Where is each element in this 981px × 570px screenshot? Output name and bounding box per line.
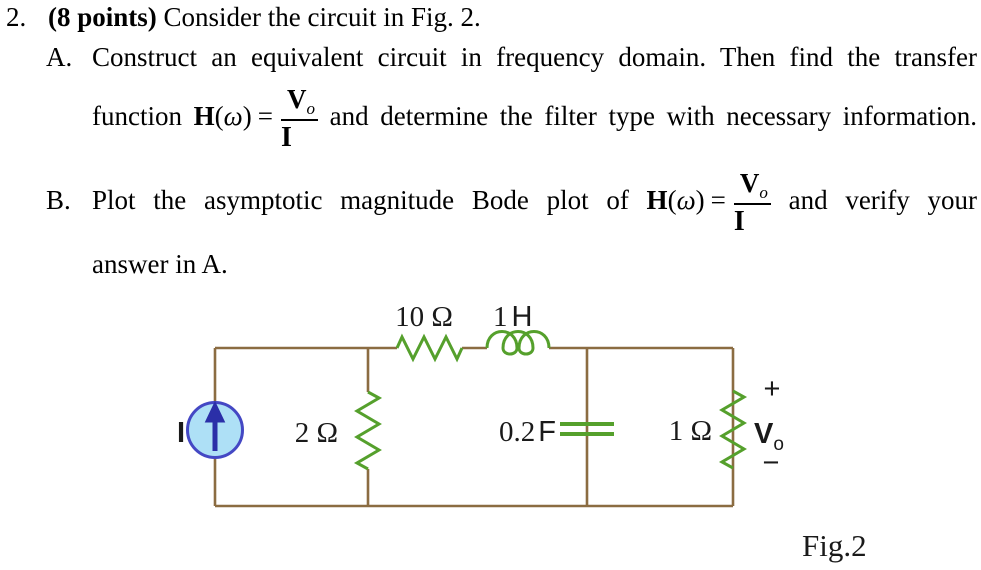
formula-fraction: [280, 83, 318, 153]
label-inductor-value: 1: [493, 301, 508, 333]
figure-caption: Fig.2: [802, 528, 867, 563]
points-label: (8 points): [48, 2, 157, 32]
formula-numerator-sub: o: [759, 182, 768, 202]
label-capacitor-value: 0.2: [499, 416, 536, 448]
formula-equals: =: [257, 101, 273, 131]
formula-omega: ω: [223, 101, 243, 131]
item-a-line2: [92, 84, 977, 152]
formula-denominator: I: [280, 121, 292, 153]
formula-numerator-v: V: [739, 167, 760, 198]
formula-numerator: [734, 167, 771, 205]
resistor-2ohm-icon: [357, 392, 379, 469]
item-a-line2-post: and determine the filter type with necessary information.: [329, 101, 978, 131]
item-a-line2-pre: function: [92, 101, 182, 131]
transfer-function-formula: [193, 83, 318, 153]
circuit-figure: [0, 290, 981, 570]
intro-text: Consider the circuit in Fig. 2.: [163, 2, 481, 32]
circuit-wires: [215, 348, 733, 506]
label-inductor-unit: H: [511, 301, 533, 333]
formula-H: H: [193, 101, 215, 131]
problem-intro-line: [48, 4, 481, 31]
problem-number: 2.: [6, 2, 27, 32]
label-capacitor: [499, 416, 556, 448]
formula-open-paren: (: [214, 101, 224, 131]
label-r-input: 2 Ω: [294, 417, 338, 449]
formula-fraction: [733, 167, 771, 237]
item-b-line1-pre: Plot the asymptotic magnitude Bode plot of: [92, 185, 629, 215]
circuit-components: [357, 332, 744, 470]
formula-equals: =: [710, 185, 726, 215]
item-b-line2: answer in A.: [92, 249, 228, 279]
formula-numerator-sub: o: [306, 98, 315, 118]
label-capacitor-unit: F: [538, 416, 556, 448]
resistor-10ohm-icon: [397, 337, 462, 359]
label-r-series: 10 Ω: [395, 301, 453, 333]
formula-denominator: I: [733, 205, 745, 237]
label-output-plus: +: [763, 373, 781, 405]
formula-close-paren: ): [242, 101, 252, 131]
item-b-line1: [92, 168, 977, 236]
item-a-line1: Construct an equivalent circuit in frequency domain. Then find the transfer: [92, 42, 977, 72]
formula-omega: ω: [676, 185, 696, 215]
formula-numerator: [281, 83, 318, 121]
label-source-current: I: [176, 417, 186, 449]
item-b-label: B.: [46, 185, 71, 215]
resistor-1ohm-icon: [722, 391, 744, 468]
item-b-line1-post: and verify your: [788, 185, 978, 215]
formula-close-paren: ): [695, 185, 705, 215]
inductor-1h-icon: [487, 332, 549, 355]
label-r-load: 1 Ω: [668, 415, 712, 447]
formula-numerator-v: V: [286, 83, 307, 114]
item-a-label: A.: [46, 42, 73, 72]
formula-open-paren: (: [667, 185, 677, 215]
transfer-function-formula: [646, 167, 771, 237]
label-inductor: [493, 301, 532, 333]
label-output-minus: −: [762, 447, 780, 479]
label-output-v: V: [754, 418, 774, 450]
label-output-v-sub: o: [773, 434, 784, 455]
formula-H: H: [646, 185, 668, 215]
